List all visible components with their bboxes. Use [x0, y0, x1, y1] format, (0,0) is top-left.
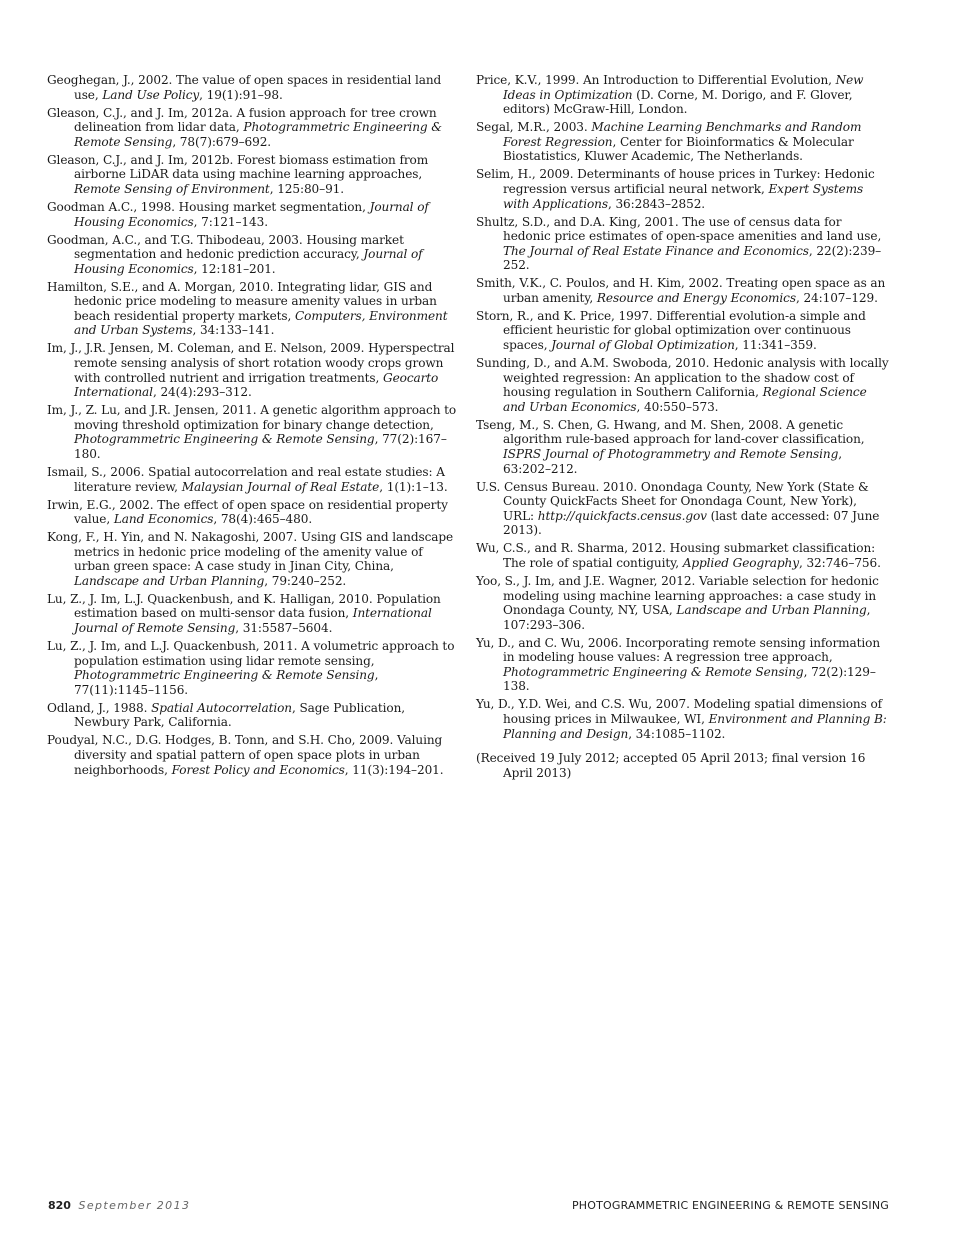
reference-source-title: Spatial Autocorrelation: [151, 700, 292, 715]
reference-details: , 24(4):293–312.: [152, 385, 252, 400]
reference-source-title: Applied Geography: [682, 555, 799, 570]
reference-source-title: Land Economics: [113, 512, 214, 527]
reference-entry: [47, 153, 460, 197]
reference-text: Price, K.V., 1999. An Introduction to Differential Evolution,: [476, 73, 836, 87]
reference-entry: [476, 120, 889, 164]
reference-entry: [47, 701, 460, 730]
reference-text: Im, J., Z. Lu, and J.R. Jensen, 2011. A genetic algorithm approach to moving threshold optimization for binary change detection,: [47, 403, 457, 432]
reference-text: Gleason, C.J., and J. Im, 2012a. A fusion approach for tree crown delineation from lidar data,: [47, 105, 437, 135]
reference-details: (D. Corne, M. Dorigo, and F. Glover, editors) McGraw-Hill, London.: [503, 87, 853, 117]
reference-source-title: Landscape and Urban Planning: [676, 603, 867, 618]
reference-entry: [47, 280, 460, 338]
reference-entry: [47, 403, 460, 461]
reference-source-title: Forest Policy and Economics: [171, 762, 345, 777]
reference-source-title: Journal of Housing Economics: [74, 247, 423, 276]
reference-entry: [476, 276, 889, 305]
reference-text: Odland, J., 1988.: [47, 700, 152, 715]
reference-text: Sunding, D., and A.M. Swoboda, 2010. Hedonic analysis with locally weighted regression: An application to the shadow cost of housing regulation in Southern California,: [476, 356, 889, 400]
reference-source-title: Computers, Environment and Urban Systems: [74, 308, 448, 338]
reference-text: Ismail, S., 2006. Spatial autocorrelation and real estate studies: A literature review,: [47, 464, 445, 494]
reference-source-title: Machine Learning Benchmarks and Random Forest Regression: [503, 120, 862, 149]
reference-text: Goodman A.C., 1998. Housing market segmentation,: [47, 199, 370, 214]
reference-details: , Center for Bioinformatics & Molecular Biostatistics, Kluwer Academic, The Netherlands.: [503, 134, 854, 164]
reference-source-title: ISPRS Journal of Photogrammetry and Remote Sensing: [503, 446, 839, 461]
reference-source-title: Photogrammetric Engineering & Remote Sensing: [74, 120, 442, 149]
reference-details: , 40:550–573.: [636, 399, 719, 414]
reference-text: Lu, Z., J. Im, L.J. Quackenbush, and K. Halligan, 2010. Population estimation based on multi-sensor data fusion,: [47, 591, 441, 621]
reference-text: Lu, Z., J. Im, and L.J. Quackenbush, 2011. A volumetric approach to population estimation using lidar remote sensing,: [47, 639, 455, 668]
reference-text: Geoghegan, J., 2002. The value of open spaces in residential land use,: [47, 73, 442, 102]
reference-details: , 107:293–306.: [503, 603, 871, 632]
reference-details: , 24:107–129.: [795, 290, 878, 305]
reference-source-title: Remote Sensing of Environment: [74, 181, 270, 196]
reference-details: , 1(1):1–13.: [379, 479, 448, 494]
reference-details: , 34:1085–1102.: [628, 726, 726, 741]
reference-source-title: Journal of Housing Economics: [74, 199, 429, 229]
reference-text: Yu, D., and C. Wu, 2006. Incorporating remote sensing information in modeling house values: A regression tree approach,: [476, 635, 881, 665]
reference-entry: [476, 356, 889, 414]
reference-details: , 63:202–212.: [503, 446, 842, 476]
reference-text: Yoo, S., J. Im, and J.E. Wagner, 2012. Variable selection for hedonic modeling using machine learning approaches: a case study in Onondaga County, NY, USA,: [476, 573, 879, 618]
page-number: 820: [48, 1199, 71, 1212]
reference-details: , 31:5587–5604.: [235, 621, 333, 636]
reference-source-title: Journal of Global Optimization: [551, 338, 735, 353]
reference-text: Goodman, A.C., and T.G. Thibodeau, 2003. Housing market segmentation and hedonic prediction accuracy,: [47, 232, 404, 262]
reference-entry: [47, 465, 460, 494]
reference-entry: [47, 233, 460, 277]
journal-name: PHOTOGRAMMETRIC ENGINEERING & REMOTE SENSING: [571, 1199, 889, 1212]
reference-entry: [476, 215, 889, 273]
reference-source-title: Landscape and Urban Planning: [74, 573, 265, 588]
reference-details: , 36:2843–2852.: [607, 196, 706, 211]
reference-text: Hamilton, S.E., and A. Morgan, 2010. Integrating lidar, GIS and hedonic price modeling to measure amenity values in urban beach residential property markets,: [47, 279, 437, 323]
reference-details: , 11:341–359.: [734, 338, 817, 353]
reference-text: Smith, V.K., C. Poulos, and H. Kim, 2002. Treating open space as an urban amenity,: [476, 276, 886, 305]
reference-text: Wu, C.S., and R. Sharma, 2012. Housing submarket classification: The role of spatial contiguity,: [476, 541, 876, 570]
reference-text: Storn, R., and K. Price, 1997. Differential evolution-a simple and efficient heuristic for global optimization over continuous spaces,: [476, 308, 866, 353]
reference-text: Yu, D., Y.D. Wei, and C.S. Wu, 2007. Modeling spatial dimensions of housing prices in Milwaukee, WI,: [476, 697, 883, 727]
reference-text: Segal, M.R., 2003.: [476, 120, 592, 135]
reference-entry: [476, 636, 889, 694]
reference-source-title: International Journal of Remote Sensing: [74, 606, 432, 636]
reference-details: , 12:181–201.: [193, 261, 276, 276]
reference-details: , 72(2):129–138.: [503, 664, 876, 694]
reference-text: Im, J., J.R. Jensen, M. Coleman, and E. Nelson, 2009. Hyperspectral remote sensing analysis of short rotation woody crops grown with controlled nutrient and irrigation treatments,: [47, 341, 455, 385]
reference-entry: [476, 697, 889, 741]
reference-entry: [476, 480, 889, 538]
reference-text: Poudyal, N.C., D.G. Hodges, B. Tonn, and S.H. Cho, 2009. Valuing diversity and spatial pattern of open space plots in urban neighborhoods,: [47, 733, 443, 777]
reference-source-title: Photogrammetric Engineering & Remote Sensing: [74, 432, 375, 447]
reference-entry: [476, 167, 889, 211]
page-footer-left: [48, 1199, 190, 1212]
reference-entry: [47, 498, 460, 527]
issue-date: September 2013: [78, 1199, 191, 1212]
reference-text: Shultz, S.D., and D.A. King, 2001. The use of census data for hedonic price estimates of open-space amenities and land use,: [476, 214, 882, 244]
reference-details: , 77(11):1145–1156.: [74, 668, 379, 697]
references-right-column: [476, 73, 889, 793]
reference-source-title: Geocarto International: [74, 370, 439, 400]
reference-source-title: Malaysian Journal of Real Estate: [181, 479, 380, 494]
reference-entry: [476, 574, 889, 632]
reference-entry: [47, 592, 460, 636]
reference-details: , 34:133–141.: [192, 323, 275, 338]
reference-details: (last date accessed: 07 June 2013).: [503, 508, 880, 538]
reference-entry: [47, 200, 460, 229]
reference-entry: [47, 341, 460, 399]
reference-details: , 79:240–252.: [264, 573, 347, 588]
references-right-list: [476, 73, 889, 741]
reference-text: Tseng, M., S. Chen, G. Hwang, and M. Shen, 2008. A genetic algorithm rule-based approach for land-cover classification,: [476, 417, 865, 447]
reference-details: , 78(7):679–692.: [172, 134, 272, 149]
reference-text: Gleason, C.J., and J. Im, 2012b. Forest biomass estimation from airborne LiDAR data using machine learning approaches,: [47, 152, 429, 182]
reference-text: Selim, H., 2009. Determinants of house prices in Turkey: Hedonic regression versus artificial neural network,: [476, 167, 875, 196]
reference-entry: [47, 106, 460, 150]
reference-source-title: Environment and Planning B: Planning and Design: [503, 712, 887, 741]
reference-entry: [476, 541, 889, 570]
reference-entry: [47, 73, 460, 102]
reference-source-title: Regional Science and Urban Economics: [503, 385, 867, 414]
reference-source-title: Land Use Policy: [102, 87, 200, 102]
reference-details: , 19(1):91–98.: [199, 87, 283, 102]
reference-text: Irwin, E.G., 2002. The effect of open space on residential property value,: [47, 497, 448, 527]
reference-details: , Sage Publication, Newbury Park, California.: [74, 700, 406, 730]
reference-entry: [476, 309, 889, 353]
reference-text: Kong, F., H. Yin, and N. Nakagoshi, 2007. Using GIS and landscape metrics in hedonic price modeling of the amenity value of urban green space: A case study in Jinan City, China,: [47, 530, 454, 574]
reference-entry: [47, 733, 460, 777]
reference-source-title: The Journal of Real Estate Finance and Economics: [503, 243, 809, 258]
reference-source-title: Resource and Energy Economics: [596, 290, 796, 305]
reference-text: U.S. Census Bureau. 2010. Onondaga County, New York (State & County QuickFacts Sheet for Onondaga Count, New York), URL:: [476, 479, 869, 523]
reference-details: , 78(4):465–480.: [213, 512, 313, 527]
reference-details: , 32:746–756.: [798, 555, 881, 570]
references-left-column: [47, 73, 460, 781]
reference-details: , 77(2):167–180.: [74, 432, 447, 461]
reference-details: , 125:80–91.: [269, 181, 345, 196]
reference-details: , 22(2):239–252.: [503, 243, 882, 273]
reference-source-title: Expert Systems with Applications: [503, 181, 864, 211]
reference-source-title: http://quickfacts.census.gov: [537, 508, 707, 523]
reference-entry: [476, 73, 889, 117]
reference-entry: [47, 530, 460, 588]
reference-entry: [476, 418, 889, 476]
reference-source-title: Photogrammetric Engineering & Remote Sensing: [74, 668, 375, 683]
reference-source-title: Photogrammetric Engineering & Remote Sensing: [503, 664, 804, 679]
reference-details: , 7:121–143.: [193, 214, 268, 229]
received-note: (Received 19 July 2012; accepted 05 April 2013; final version 16 April 2013): [476, 751, 866, 780]
reference-source-title: New Ideas in Optimization: [503, 73, 864, 102]
reference-entry: [47, 639, 460, 697]
reference-details: , 11(3):194–201.: [344, 762, 444, 777]
